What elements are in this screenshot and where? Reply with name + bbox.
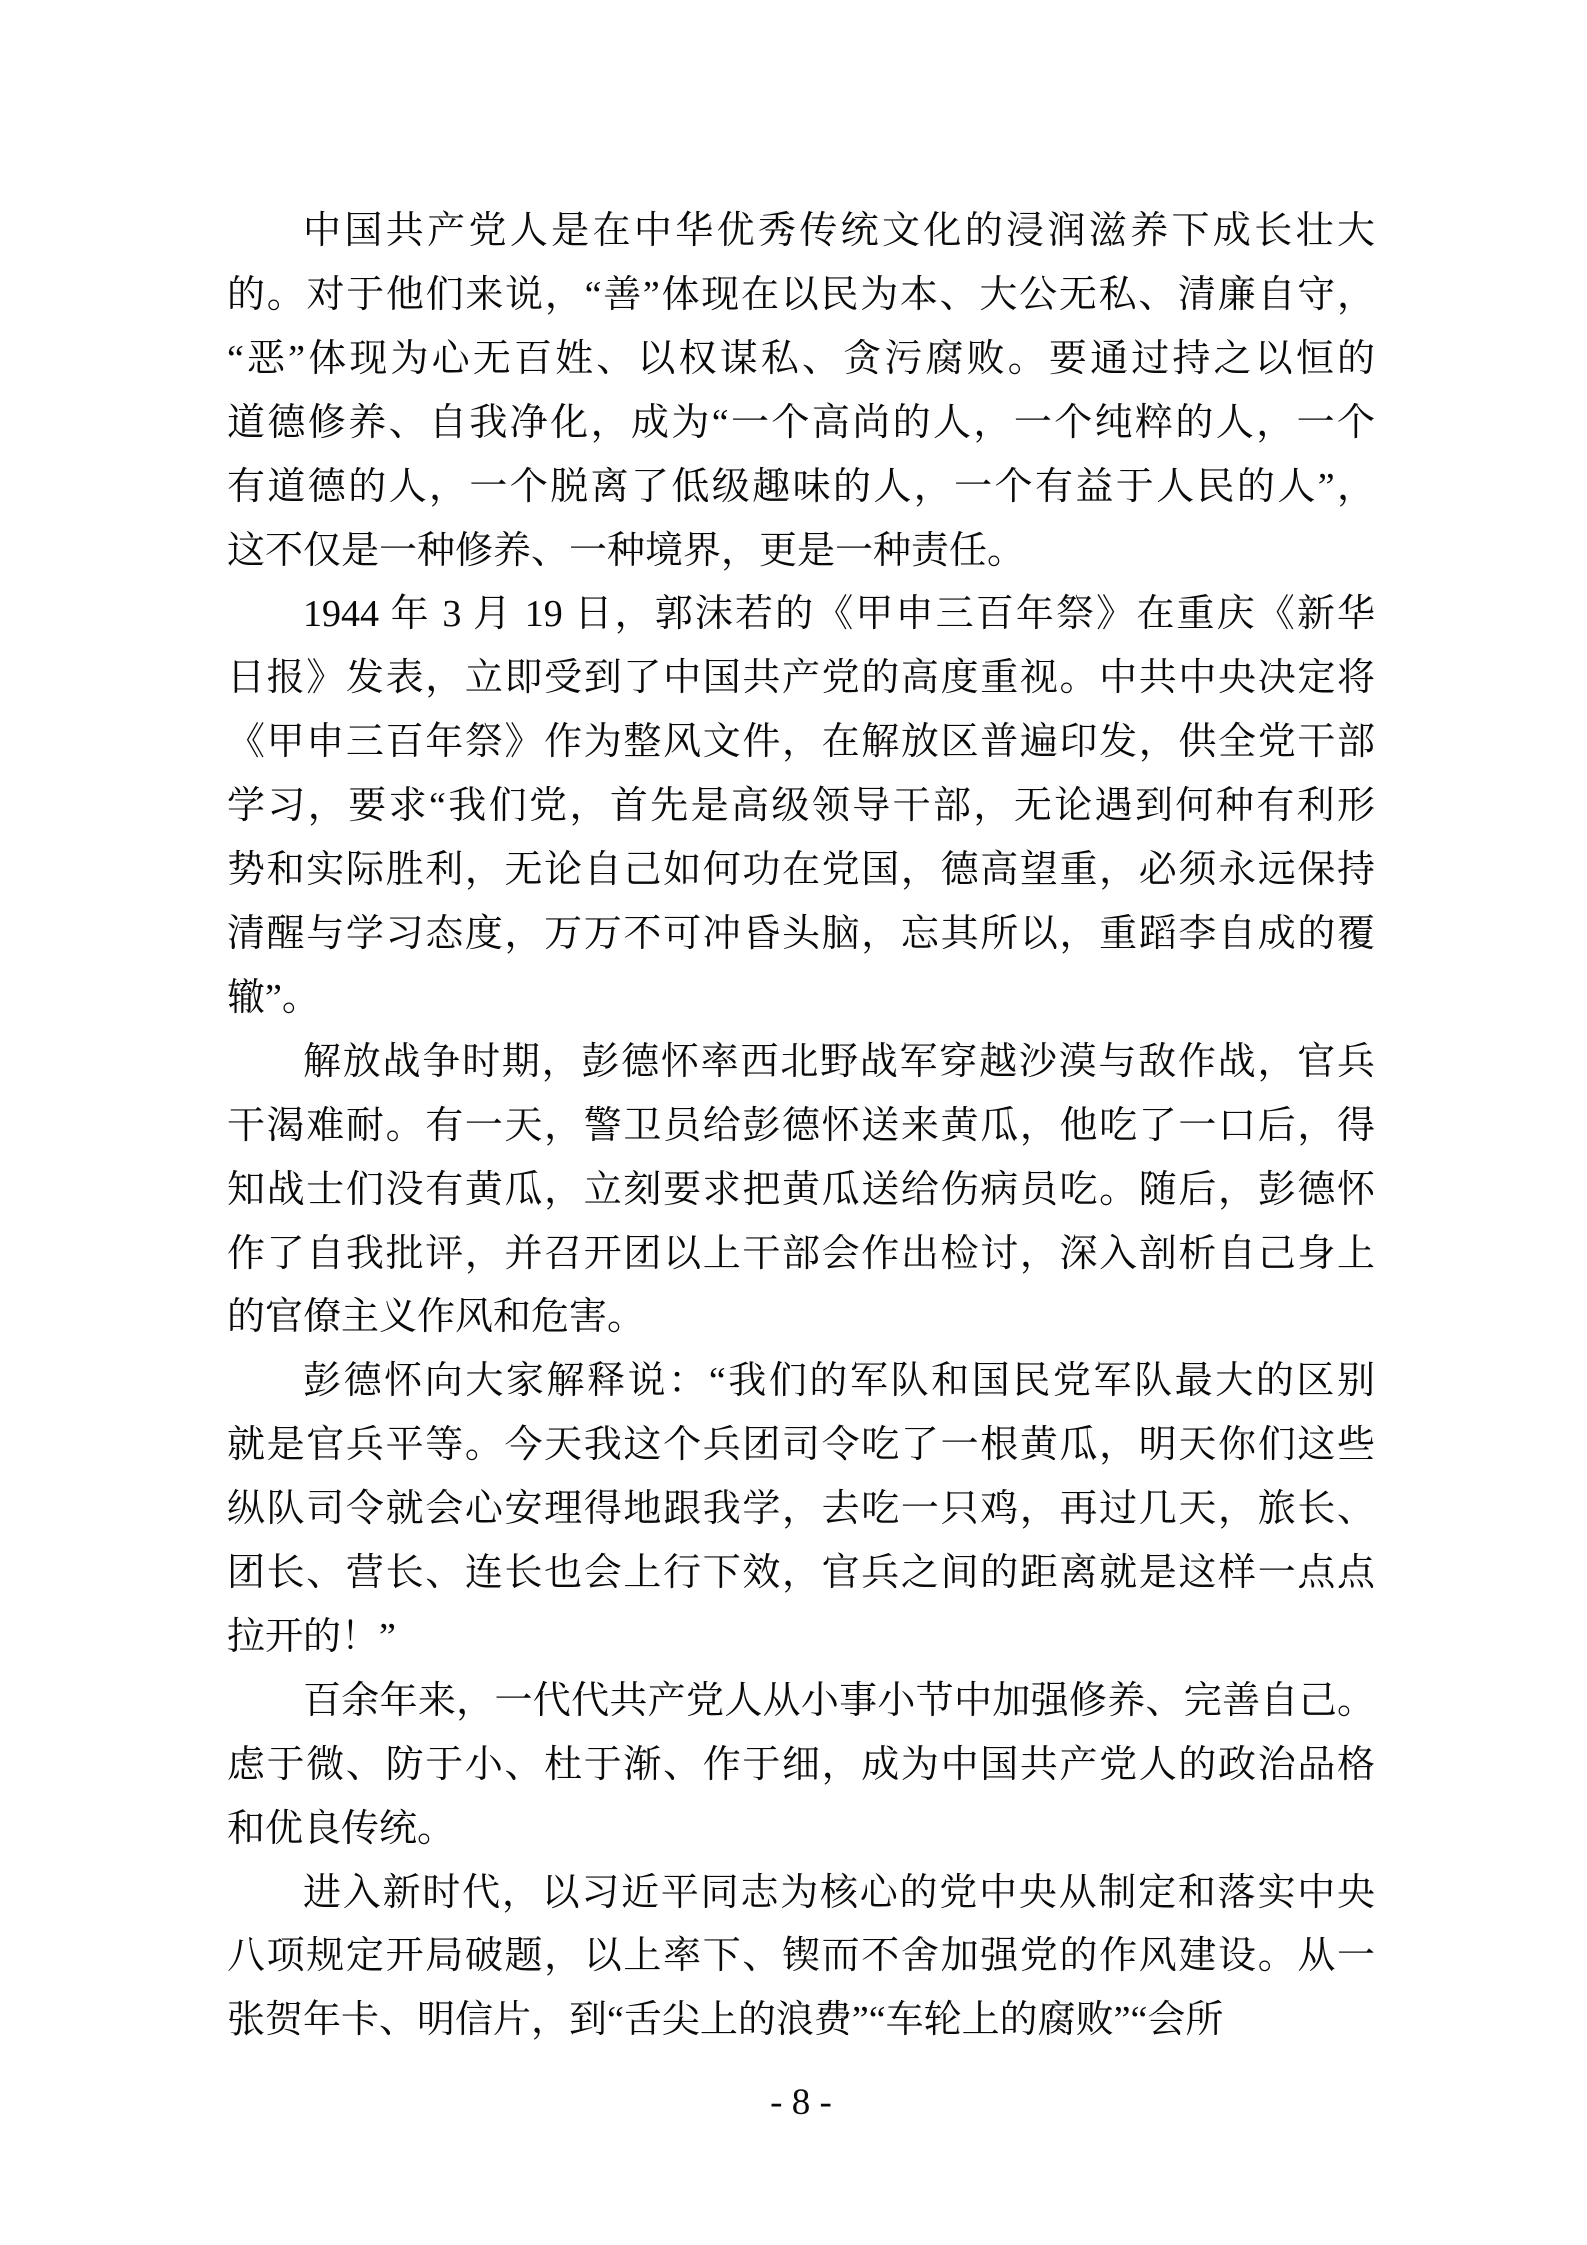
text-line: 辙”。 [227,976,320,1019]
text-line: 虑于微、防于小、杜于渐、作于细，成为中国共产党人的政治品格 [227,1743,1375,1786]
text-line: 道德修养、自我净化，成为“一个高尚的人，一个纯粹的人，一个 [227,401,1375,444]
text-line: 日报》发表，立即受到了中国共产党的高度重视。中共中央决定将 [227,657,1375,700]
text-line: 进入新时代，以习近平同志为核心的党中央从制定和落实中央 [303,1871,1375,1914]
page-number: - 8 - [770,2082,832,2123]
text-line: 彭德怀向大家解释说：“我们的军队和国民党军队最大的区别 [303,1360,1375,1403]
text-line: 拉开的！” [227,1615,396,1658]
text-line: 知战士们没有黄瓜，立刻要求把黄瓜送给伤病员吃。随后，彭德怀 [227,1168,1375,1211]
text-line: 干渴难耐。有一天，警卫员给彭德怀送来黄瓜，他吃了一口后，得 [227,1104,1375,1147]
text-line: 中国共产党人是在中华优秀传统文化的浸润滋养下成长壮大 [303,210,1375,252]
text-line: 有道德的人，一个脱离了低级趣味的人，一个有益于人民的人”， [227,465,1375,508]
text-line: 作了自我批评，并召开团以上干部会作出检讨，深入剖析自己身上 [227,1232,1375,1275]
text-line: 百余年来，一代代共产党人从小事小节中加强修养、完善自己。 [303,1679,1375,1722]
text-line: 解放战争时期，彭德怀率西北野战军穿越沙漠与敌作战，官兵 [303,1040,1375,1083]
text-line: 这不仅是一种修养、一种境界，更是一种责任。 [227,529,1026,572]
paragraph [227,1350,1375,1670]
paragraph [227,1670,1375,1862]
text-line: “恶”体现为心无百姓、以权谋私、贪污腐败。要通过持之以恒的 [227,337,1375,380]
paragraph [227,1862,1375,2054]
text-line: 的官僚主义作风和危害。 [227,1296,646,1339]
text-line: 和优良传统。 [227,1807,456,1850]
text-line: 张贺年卡、明信片，到“舌尖上的浪费”“车轮上的腐败”“会所 [227,1999,1224,2042]
paragraph [227,1031,1375,1351]
text-line: 八项规定开局破题，以上率下、锲而不舍加强党的作风建设。从一 [227,1935,1375,1978]
text-line: 团长、营长、连长也会上行下效，官兵之间的距离就是这样一点点 [227,1552,1375,1595]
document-body [227,200,1375,2053]
text-line: 的。对于他们来说，“善”体现在以民为本、大公无私、清廉自守， [227,273,1375,316]
text-line: 1944 年 3 月 19 日，郭沫若的《甲申三百年祭》在重庆《新华 [303,593,1375,636]
text-line: 纵队司令就会心安理得地跟我学，去吃一只鸡，再过几天，旅长、 [227,1488,1375,1531]
text-line: 学习，要求“我们党，首先是高级领导干部，无论遇到何种有利形 [227,785,1375,828]
text-line: 清醒与学习态度，万万不可冲昏头脑，忘其所以，重蹈李自成的覆 [227,912,1375,955]
paragraph [227,200,1375,583]
paragraph [227,583,1375,1030]
text-line: 《甲申三百年祭》作为整风文件，在解放区普遍印发，供全党干部 [227,721,1375,764]
text-line: 就是官兵平等。今天我这个兵团司令吃了一根黄瓜，明天你们这些 [227,1424,1375,1467]
text-line: 势和实际胜利，无论自己如何功在党国，德高望重，必须永远保持 [227,849,1375,892]
